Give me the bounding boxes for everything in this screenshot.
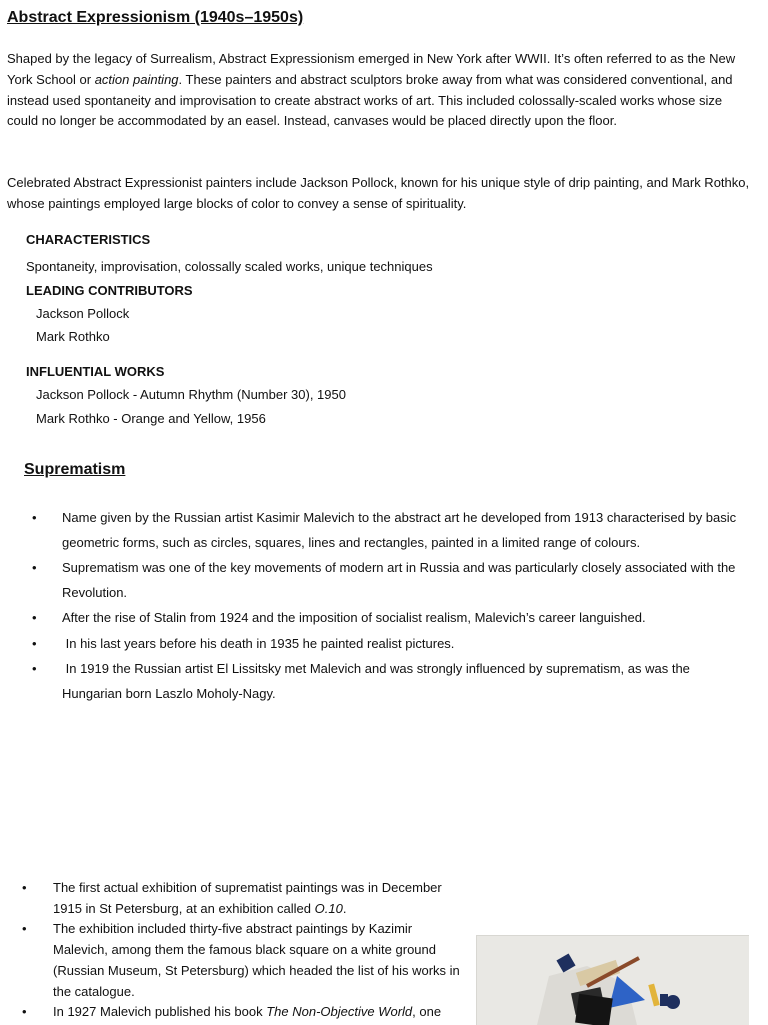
list-item — [32, 506, 752, 555]
exhibition-bullet-list — [22, 878, 470, 1023]
bullet-icon: • — [32, 635, 37, 651]
list-item — [22, 919, 470, 1002]
list-item-text: Name given by the Russian artist Kasimir Malevich to the abstract art he developed from 1913 characterised by basic geometric forms, such as circles, squares, lines and rectangles, painted in a limited range of colours. — [62, 510, 737, 550]
list-item — [22, 878, 470, 919]
list-item-text-b: , one — [412, 1004, 442, 1020]
bullet-icon: • — [32, 510, 37, 525]
list-item — [32, 606, 752, 631]
list-item — [22, 1002, 470, 1023]
bullet-icon: • — [22, 1004, 27, 1020]
suprematist-painting-graphic — [477, 936, 749, 1025]
list-item — [32, 657, 752, 706]
list-item — [32, 632, 752, 657]
suprematism-bullet-list — [32, 506, 752, 707]
bullet-icon: • — [22, 921, 27, 937]
paragraph-painters: Celebrated Abstract Expressionist painters include Jackson Pollock, known for his unique style of drip painting, and Mark Rothko, whose paintings employed large blocks of color to convey a sense of spirituality. — [7, 175, 750, 211]
bullet-icon: • — [32, 661, 37, 676]
paragraph-intro — [7, 49, 752, 132]
contributor-item: Mark Rothko — [36, 329, 110, 344]
bullet-icon: • — [32, 560, 37, 575]
list-item-text: The exhibition included thirty-five abstract paintings by Kazimir Malevich, among them the famous black square on a white ground (Russian Museum, St Petersburg) which headed the list of his works in the catalogue. — [53, 921, 460, 999]
bullet-icon: • — [22, 880, 27, 895]
section-title-suprematism: Suprematism — [24, 461, 126, 478]
label-characteristics: CHARACTERISTICS — [26, 232, 151, 247]
emphasis-book-title: The Non-Objective World — [266, 1004, 413, 1020]
list-item-text: After the rise of Stalin from 1924 and the imposition of socialist realism, Malevich’s career languished. — [62, 610, 646, 625]
work-item: Jackson Pollock - Autumn Rhythm (Number 30), 1950 — [36, 387, 346, 402]
list-item-text: In his last years before his death in 1935 he painted realist pictures. — [62, 635, 455, 651]
list-item-text: Suprematism was one of the key movements of modern art in Russia and was particularly closely associated with the Revolution. — [62, 560, 736, 600]
label-leading-contributors: LEADING CONTRIBUTORS — [26, 283, 193, 298]
list-item-text-a: The first actual exhibition of suprematist paintings was in December 1915 in St Petersburg, at an exhibition called — [53, 880, 442, 916]
value-characteristics: Spontaneity, improvisation, colossally scaled works, unique techniques — [26, 259, 433, 274]
list-item — [32, 556, 752, 605]
label-influential-works: INFLUENTIAL WORKS — [26, 364, 165, 379]
suprematist-painting-image — [476, 935, 749, 1025]
paragraph-intro-b: . These painters and abstract sculptors broke away from what was considered conventional, and instead used spontaneity and improvisation to create abstract works of art. This included colossally-scaled works whose size could no longer be accommodated by an easel. Instead, canvases would be placed directly upon the floor. — [7, 71, 733, 129]
black-square — [575, 994, 613, 1025]
list-item-text-a: In 1927 Malevich published his book — [53, 1004, 267, 1020]
navy-circle — [666, 995, 680, 1009]
list-item-text-b: . — [342, 900, 347, 916]
emphasis-o10: O.10 — [314, 900, 343, 916]
section-title-abstract-expressionism: Abstract Expressionism (1940s–1950s) — [7, 9, 304, 26]
work-item: Mark Rothko - Orange and Yellow, 1956 — [36, 411, 266, 426]
emphasis-action-painting: action painting — [94, 71, 179, 87]
paragraph-intro-a: Shaped by the legacy of Surrealism, Abstract Expressionism emerged in New York after WWII. It’s often referred to as the New York School or — [7, 51, 736, 87]
small-navy-rect — [660, 994, 668, 1006]
contributor-item: Jackson Pollock — [36, 306, 130, 321]
bullet-icon: • — [32, 610, 37, 625]
list-item-text: In 1919 the Russian artist El Lissitsky met Malevich and was strongly influenced by suprematism, as was the Hungarian born Laszlo Moholy-Nagy. — [62, 661, 694, 701]
